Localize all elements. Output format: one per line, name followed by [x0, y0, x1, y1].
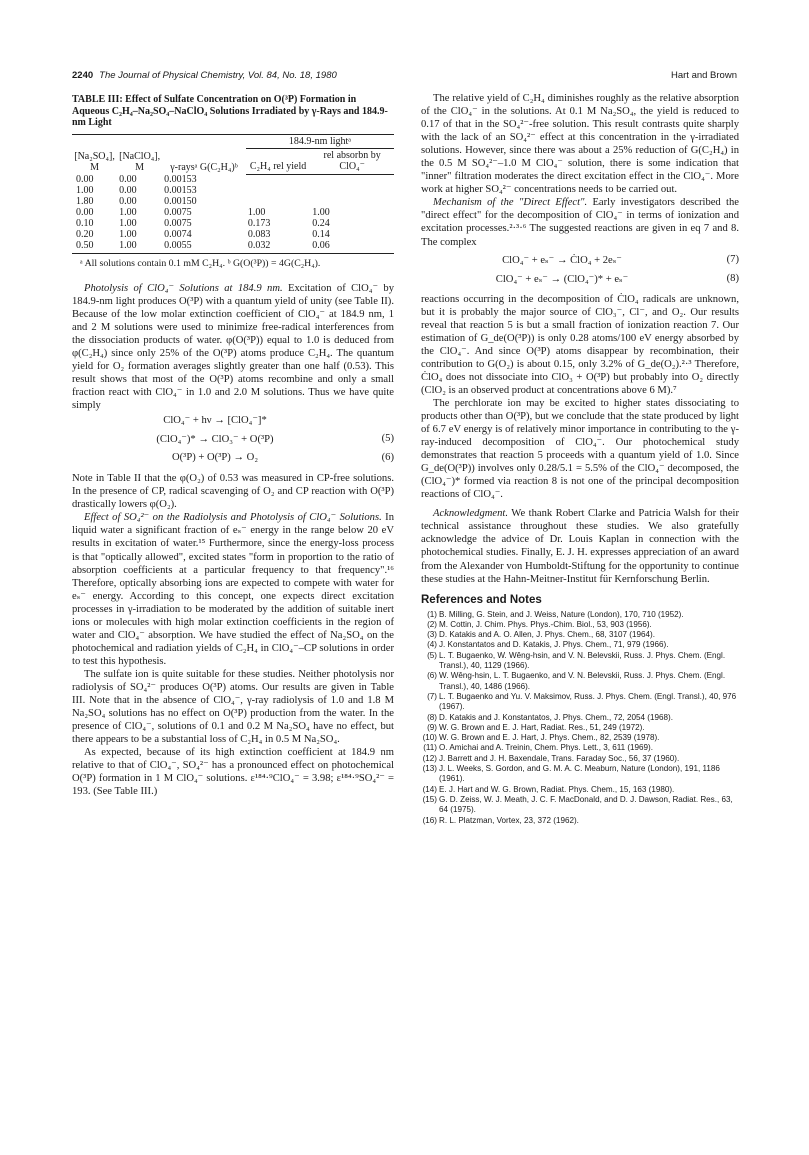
- reference-item: (13) J. L. Weeks, S. Gordon, and G. M. A. C. Meaburn, Nature (London), 191, 1186 (1961).: [422, 764, 720, 784]
- equation-number: (5): [381, 433, 394, 445]
- paragraph-photolysis: Photolysis of ClO₄⁻ Solutions at 184.9 nm. Excitation of ClO₄⁻ by 184.9-nm light produces O(³P) with a quantum yield of unity (see Table II). Because of the low molar extinction coefficient of ClO₄⁻ at 184.9 nm, 1 and 2 M solutions were used to minimize free-radical interferences from the dissociation products of water. φ(O(³P)) equal to 1.0 is deduced from φ(C₂H₄) since only 25% of the O(³P) atoms produce C₂H₄. The quantum yield for O₂ formation averages slightly greater than one half (0.53). This result shows that most of the O(³P) atoms recombine and only a small fraction react with ClO₄⁻ in 1.0 and 2.0 M solutions. Thus we have quite simply: [72, 282, 394, 412]
- paragraph-mechanism: Mechanism of the "Direct Effect". Early investigators described the "direct effect" for the decomposition of ClO₄⁻ in terms of ionization and excitation processes.²·³·⁶ The suggested reactions are given in eq 7 and 8. The complex: [421, 197, 739, 248]
- reference-item: (16) R. L. Platzman, Vortex, 23, 372 (1962).: [422, 815, 579, 825]
- reference-item: (1) B. Milling, G. Stein, and J. Weiss, Nature (London), 170, 710 (1952).: [427, 609, 684, 619]
- paragraph-acknowledgment: Acknowledgment. We thank Robert Clarke and Patricia Walsh for their technical assistance throughout these studies. We also gratefully acknowledge the advice of Dr. Louis Kaplan in connection with the photochemical studies. Finally, E. J. H. expresses appreciation of an award from the Alexander von Humboldt-Stiftung for the opportunity to continue these studies at the Hahn-Meitner-Institut für Kernforschung Berlin.: [421, 508, 739, 585]
- equation-number: (8): [726, 272, 739, 284]
- table-iii: [72, 134, 394, 255]
- equation-6: O(³P) + O(³P) → O₂ (6): [171, 452, 394, 464]
- reference-item: (11) O. Amichai and A. Treinin, Chem. Phys. Lett., 3, 611 (1969).: [423, 743, 653, 753]
- reference-list: [421, 610, 739, 826]
- table-row: 0.00 0.00 0.00153: [76, 174, 197, 186]
- table-footnote: ᵃ All solutions contain 0.1 mM C₂H₄. ᵇ G(O(³P)) = 4G(C₂H₄).: [80, 258, 321, 270]
- col-header-naclo4: [NaClO₄], M: [117, 134, 162, 174]
- table-row: 0.50 1.00 0.0055 0.032 0.06: [72, 240, 394, 254]
- paragraph-perchlorate: The perchlorate ion may be excited to higher states dissociating to products other than O(³P), but we conclude that the state produced by light of 6.7 eV energy is of relatively minor importance in contributing to the γ-ray-induced decomposition of ClO₄⁻. Our photochemical study demonstrates that reaction 5 proceeds with a quantum yield of 1.0. Since G_de(O(³P)) involves only 0.28/5.1 = 5.5% of the ClO₄⁻ decomposed, the (ClO₄⁻)* formed via reaction 8 is not one of the principal decomposition reactions of ClO₄⁻.: [421, 397, 739, 501]
- equation-7: ClO₄⁻ + eₛ⁻ → ĊlO₄ + 2eₛ⁻ (7): [502, 253, 739, 266]
- paragraph-relative-yield: The relative yield of C₂H₄ diminishes roughly as the relative absorption of the ClO₄⁻ in the solutions. At 0.1 M Na₂SO₄, the yield is reduced to 0.17 of that in the SO₄²⁻-free solution. This result contrasts quite sharply with the lack of an SO₄²⁻ effect at this concentration in the γ-irradiated solutions. However, since there was about a 25% reduction of G(C₂H₄) in the 0.5 M SO₄²⁻–1.0 M ClO₄⁻ solution, there is some indication that "inner" filtration moderates the direct excitation effect in the ClO₄⁻. More work at higher SO₄²⁻ concentrations needs to be carried out.: [421, 93, 739, 196]
- reference-item: (10) W. G. Brown and E. J. Hart, J. Phys. Chem., 82, 2539 (1978).: [422, 733, 660, 743]
- section-heading-photolysis: Photolysis of ClO₄⁻ Solutions at 184.9 nm.: [84, 282, 283, 294]
- running-header: [72, 70, 737, 84]
- table-row: 0.00 1.00 0.0075 1.00 1.00: [76, 207, 330, 219]
- table-row: 0.10 1.00 0.0075 0.173 0.24: [76, 218, 330, 230]
- reference-item: (4) J. Konstantatos and D. Katakis, J. Phys. Chem., 71, 979 (1966).: [427, 640, 669, 650]
- col-header-rel-yield: C₂H₄ rel yield: [246, 148, 310, 174]
- page-number: 2240: [72, 70, 94, 81]
- reference-item: (7) L. T. Bugaenko and Yu. V. Maksimov, Russ. J. Phys. Chem. (Engl. Transl.), 40, 976 (1967).: [427, 691, 737, 712]
- col-header-gamma-rays: γ-raysᵃ G(C₂H₄)ᵇ: [162, 134, 246, 174]
- references-heading: References and Notes: [421, 593, 542, 606]
- table-row: 1.00 0.00 0.00153: [76, 185, 197, 197]
- reference-item: (6) W. Wêng-hsin, L. T. Bugaenko, and V. N. Belevskii, Russ. J. Phys. Chem. (Engl. Transl.), 40, 1486 (1966).: [427, 671, 726, 691]
- col-header-rel-absorbn: rel absorbn by ClO₄⁻: [310, 148, 394, 174]
- col-header-light: 184.9-nm lightᵃ: [246, 134, 394, 148]
- left-column: [72, 94, 394, 798]
- running-authors: Hart and Brown: [670, 70, 737, 81]
- equation-number: (7): [726, 253, 739, 265]
- paragraph-sulfate-effect: Effect of SO₄²⁻ on the Radiolysis and Photolysis of ClO₄⁻ Solutions. In liquid water a significant fraction of eₛ⁻ energy in the range below 20 eV results in excitation of water.¹⁵ Furthermore, since the energy-loss process is that "optically allowed", excited states "form in proportion to the ratio of absorption coefficients at a particular frequency to that frequency".¹⁶ Therefore, optically absorbing ions are expected to compete with water for eₛ⁻ energy. According to this concept, one expects direct excitation processes in γ-irradiation to be moderated by the addition of suitable inert ions or molecules with high molar extinction coefficients in the region of water and ClO₄⁻ absorption. We have studied the effect of Na₂SO₄ on the photochemical and radiation yields of C₂H₄ in ClO₄⁻–CP solutions in order to test this hypothesis.: [72, 512, 394, 667]
- section-heading-acknowledgment: Acknowledgment.: [433, 508, 509, 520]
- reference-item: (12) J. Barrett and J. H. Baxendale, Trans. Faraday Soc., 56, 37 (1960).: [422, 753, 680, 763]
- section-heading-sulfate: Effect of SO₄²⁻ on the Radiolysis and Photolysis of ClO₄⁻ Solutions.: [84, 512, 382, 524]
- reference-item: (15) G. D. Zeiss, W. J. Meath, J. C. F. MacDonald, and D. J. Dawson, Radiat. Res., 63, 64 (1975).: [422, 794, 733, 815]
- reference-item: (8) D. Katakis and J. Konstantatos, J. Phys. Chem., 72, 2054 (1968).: [427, 712, 673, 722]
- reference-item: (9) W. G. Brown and E. J. Hart, Radiat. Res., 51, 249 (1972).: [427, 722, 645, 732]
- right-column: [421, 92, 739, 826]
- equation-number: (6): [381, 452, 394, 464]
- equation-excitation: ClO₄⁻ + hν → [ClO₄⁻]*: [163, 415, 267, 427]
- section-heading-mechanism: Mechanism of the "Direct Effect".: [433, 197, 588, 209]
- table-caption: TABLE III: Effect of Sulfate Concentration on O(³P) Formation in Aqueous C₂H₄–Na₂SO₄–NaClO₄ Solutions Irradiated by γ-Rays and 184.9-nm Light: [72, 94, 388, 129]
- table-row: 0.20 1.00 0.0074 0.083 0.14: [76, 229, 330, 241]
- paragraph-extinction: As expected, because of its high extinction coefficient at 184.9 nm relative to that of ClO₄⁻, SO₄²⁻ has a pronounced effect on photochemical O(³P) formation in 1 M ClO₄⁻ solutions. ε¹⁸⁴·⁹ClO₄⁻ = 3.98; ε¹⁸⁴·⁹SO₄²⁻ = 193. (See Table III.): [72, 747, 394, 798]
- reference-item: (2) M. Cottin, J. Chim. Phys. Phys.-Chim. Biol., 53, 903 (1956).: [427, 619, 652, 629]
- reference-item: (5) L. T. Bugaenko, W. Wêng-hsin, and V. N. Belevskii, Russ. J. Phys. Chem. (Engl. Transl.), 40, 1129 (1966).: [427, 650, 726, 671]
- paragraph-sulfate-ion: The sulfate ion is quite suitable for these studies. Neither photolysis nor radiolysis of SO₄²⁻ produces O(³P) atoms. Our results are given in Table III. Note that in the absence of ClO₄⁻, γ-ray radiolysis of 1.0 and 1.8 M Na₂SO₄ solutions has no effect on O(³P) production from the water. In the presence of ClO₄⁻, solutions of 0.1 and 0.2 M Na₂SO₄ have no effect, but there appears to be a substantial loss of C₂H₄ in 0.5 M Na₂SO₄.: [72, 668, 394, 746]
- equation-8: ClO₄⁻ + eₛ⁻ → (ClO₄⁻)* + eₛ⁻ (8): [495, 272, 739, 285]
- paragraph-note: Note in Table II that the φ(O₂) of 0.53 was measured in CP-free solutions. In the presence of CP, radical scavenging of O₂ and CP reaction with O(³P) drastically lowers φ(O₂).: [72, 473, 394, 511]
- paragraph-complex-reactions: reactions occurring in the decomposition of ĊlO₄ radicals are unknown, but it is probably the major source of ClO₃⁻, Cl⁻, and O₂. Our results reveal that reaction 5 is but a small fraction of ionization reaction 7. Our estimation of G_de(O(³P)) is only 0.28 atoms/100 eV energy absorbed by the ClO₄⁻. And since O(³P) atoms disappear by recombination, their contribution to G(O₂) is about 0.15, only 3.2% of G_de(O₂).²·³ Therefore, ĊlO₄ does not dissociate into ClO₃ + O(³P) but probably into O₂ directly (ClO₂ is an observed product at concentrations above 6 M).⁷: [421, 293, 739, 396]
- col-header-na2so4: [Na₂SO₄], M: [72, 134, 117, 174]
- table-row: 1.80 0.00 0.00150: [76, 196, 197, 208]
- reference-item: (3) D. Katakis and A. O. Allen, J. Phys. Chem., 68, 3107 (1964).: [427, 630, 655, 640]
- journal-title: The Journal of Physical Chemistry, Vol. 84, No. 18, 1980: [99, 70, 337, 81]
- equation-5: (ClO₄⁻)* → ClO₃⁻ + O(³P) (5): [156, 433, 394, 446]
- reference-item: (14) E. J. Hart and W. G. Brown, Radiat. Phys. Chem., 15, 163 (1980).: [422, 784, 675, 794]
